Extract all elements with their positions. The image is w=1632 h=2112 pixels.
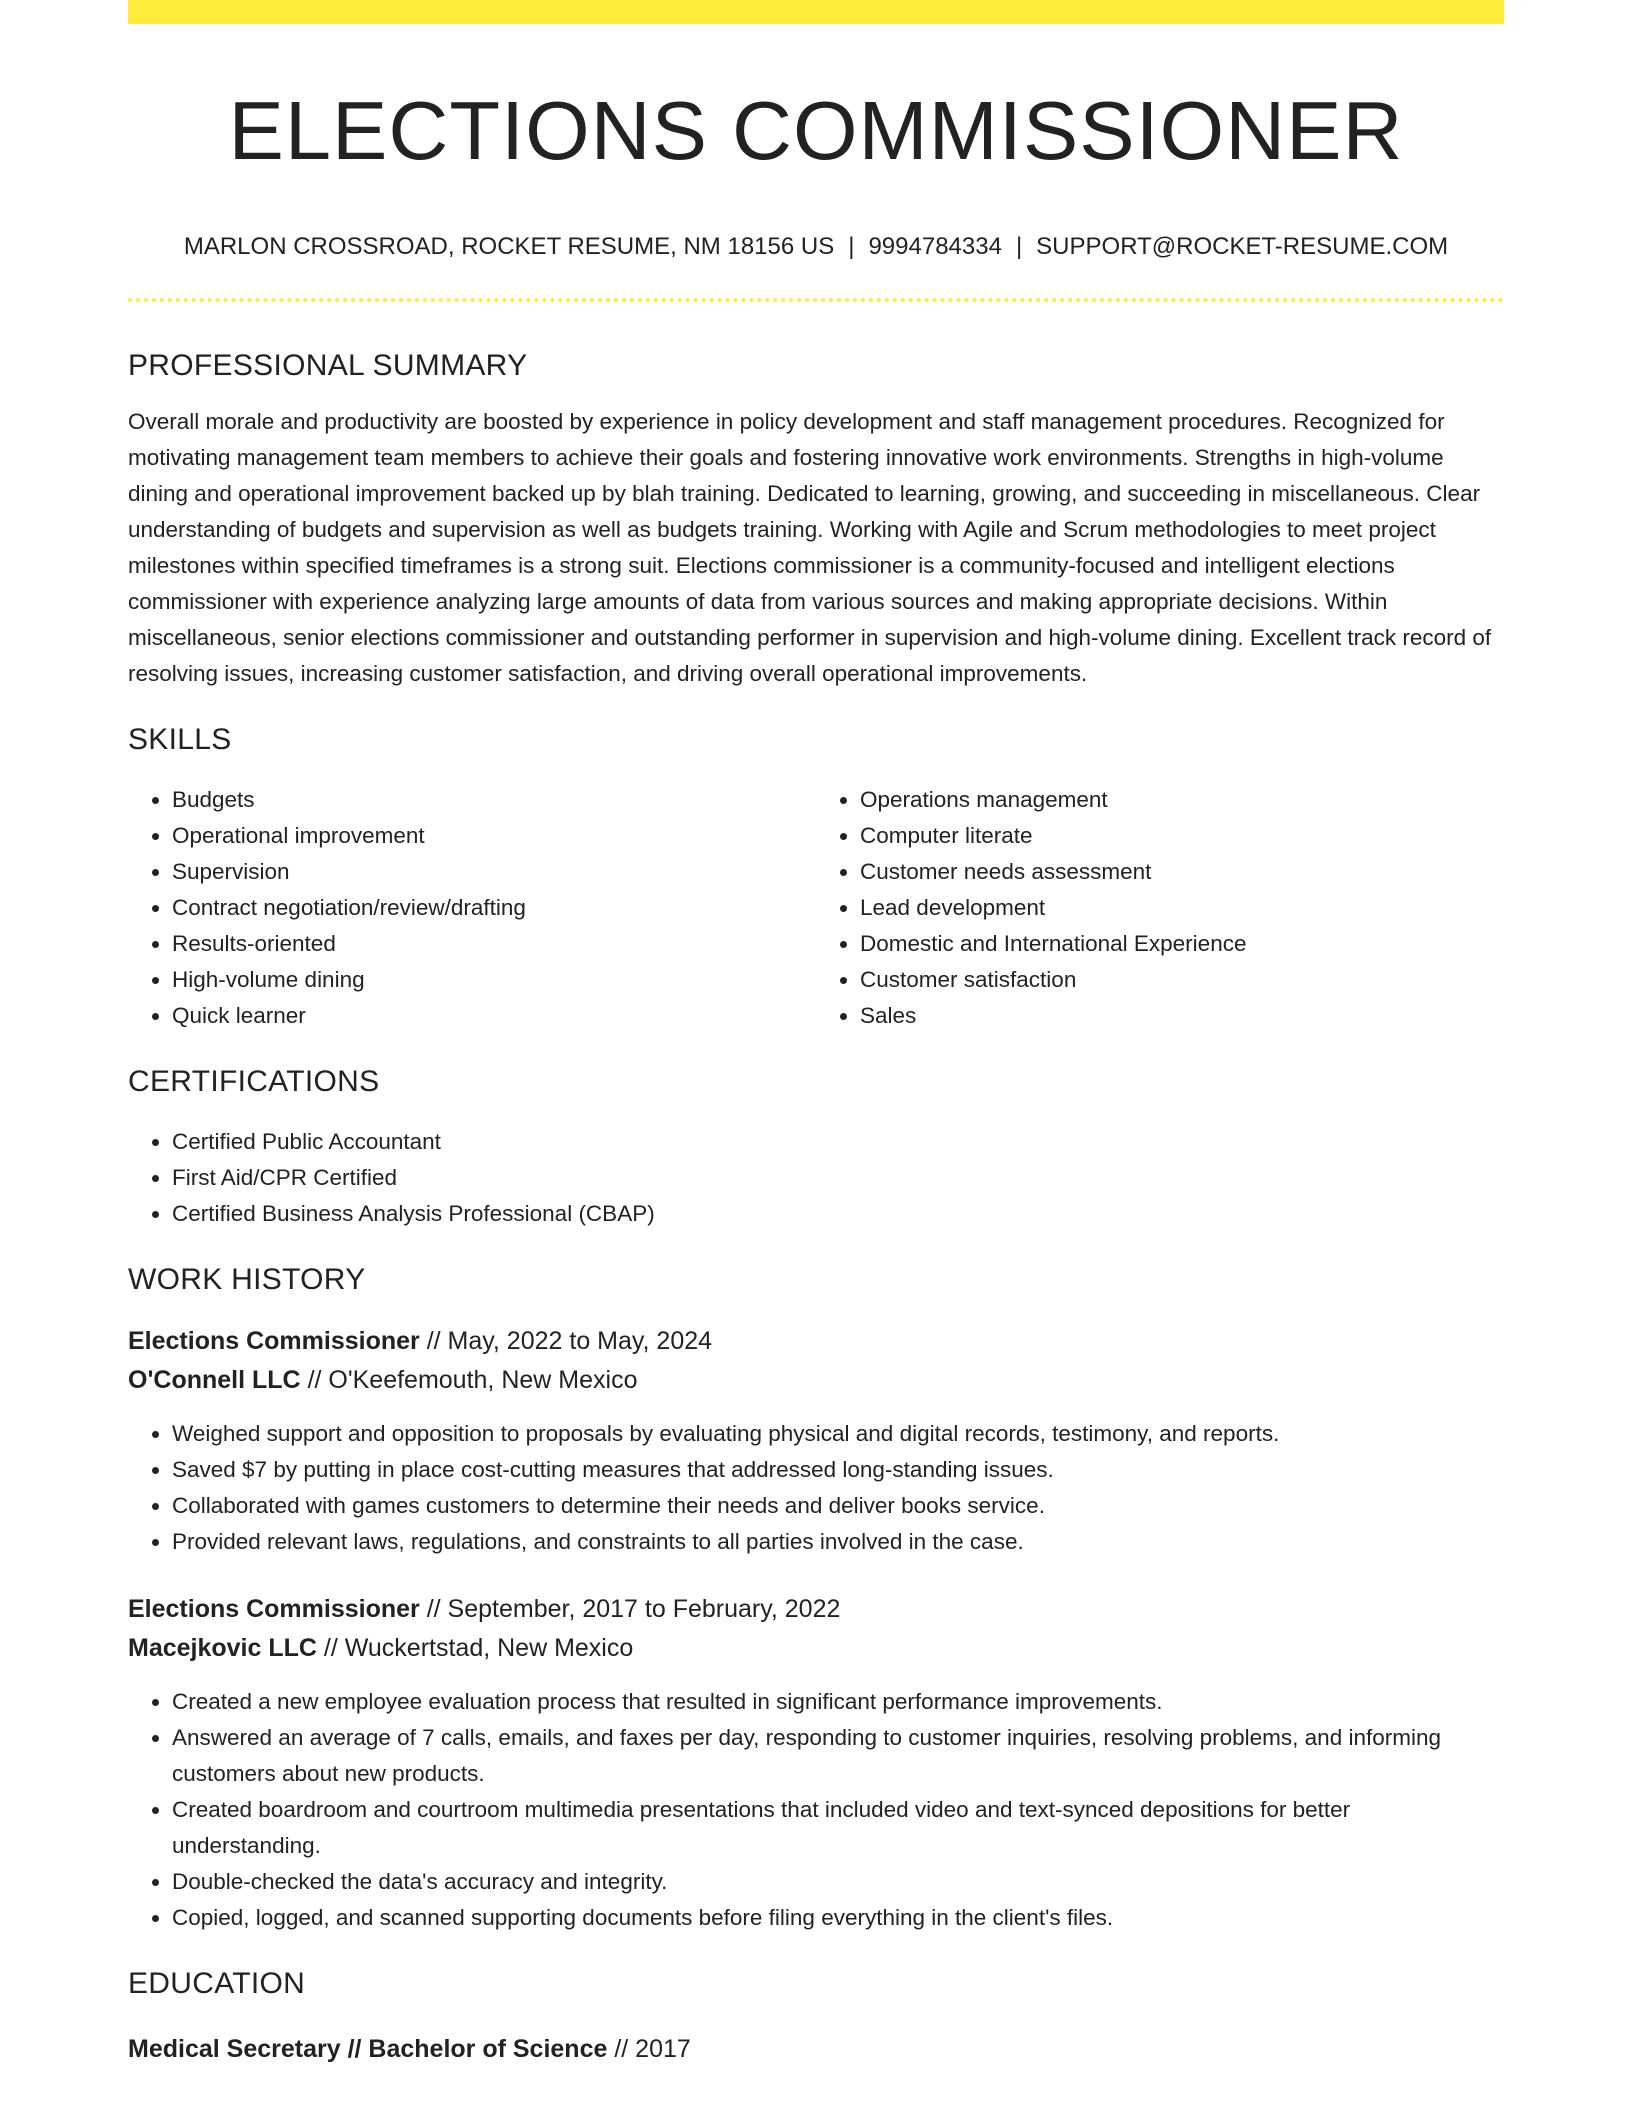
skill-item: • Customer needs assessment bbox=[860, 854, 1504, 890]
job-bullet: • Weighed support and opposition to proposals by evaluating physical and digital records, testimony, and reports. bbox=[172, 1416, 1504, 1452]
job-company: O'Connell LLC bbox=[128, 1366, 301, 1394]
skill-item: • Sales bbox=[860, 998, 1504, 1034]
skill-item: • Quick learner bbox=[172, 998, 816, 1034]
summary-text: Overall morale and productivity are boosted by experience in policy development and staff management procedures. Recognized for motivating management team members to achieve their goals and fostering innovative work environments. Strengths in high-volume dining and operational improvement backed up by blah training. Dedicated to learning, growing, and succeeding in miscellaneous. Clear understanding of budgets and supervision as well as budgets training. Working with Agile and Scrum methodologies to meet project milestones within specified timeframes is a strong suit. Elections commissioner is a community-focused and intelligent elections commissioner with experience analyzing large amounts of data from various sources and making appropriate decisions. Within miscellaneous, senior elections commissioner and outstanding performer in supervision and high-volume dining. Excellent track record of resolving issues, increasing customer satisfaction, and driving overall operational improvements. bbox=[128, 409, 1492, 686]
job-bullet: • Double-checked the data's accuracy and integrity. bbox=[172, 1864, 1504, 1900]
contact-line bbox=[128, 232, 1504, 262]
resume-page bbox=[128, 0, 1504, 2069]
job-company: Macejkovic LLC bbox=[128, 1634, 317, 1662]
job-bullet: • Copied, logged, and scanned supporting documents before filing everything in the client's files. bbox=[172, 1900, 1504, 1936]
skill-item: • Operations management bbox=[860, 782, 1504, 818]
skill-item: • Operational improvement bbox=[172, 818, 816, 854]
certification-item: • Certified Public Accountant bbox=[172, 1124, 1504, 1160]
job-bullet: • Saved $7 by putting in place cost-cutting measures that addressed long-standing issues. bbox=[172, 1452, 1504, 1488]
job-bullet: • Created boardroom and courtroom multimedia presentations that included video and text-synced depositions for better understanding. bbox=[172, 1792, 1504, 1864]
skill-item: • Contract negotiation/review/drafting bbox=[172, 890, 816, 926]
job-role: Elections Commissioner bbox=[128, 1595, 420, 1623]
job-dates: // May, 2022 to May, 2024 bbox=[426, 1327, 713, 1355]
resume-name: ELECTIONS COMMISSIONER bbox=[228, 84, 1404, 177]
contact-separator: | bbox=[1015, 233, 1023, 260]
job-location: // Wuckertstad, New Mexico bbox=[323, 1634, 634, 1662]
job-bullets bbox=[128, 1684, 1504, 1936]
skill-item: • Lead development bbox=[860, 890, 1504, 926]
job-title-line bbox=[128, 1322, 1504, 1361]
skills-list-right bbox=[816, 782, 1504, 1034]
job-bullet: • Provided relevant laws, regulations, and constraints to all parties involved in the case. bbox=[172, 1524, 1504, 1560]
skill-item: • Budgets bbox=[172, 782, 816, 818]
job-bullet: • Collaborated with games customers to determine their needs and deliver books service. bbox=[172, 1488, 1504, 1524]
skill-item: • Domestic and International Experience bbox=[860, 926, 1504, 962]
work-history-heading: WORK HISTORY bbox=[128, 1263, 366, 1296]
certification-item: • First Aid/CPR Certified bbox=[172, 1160, 1504, 1196]
skill-item: • High-volume dining bbox=[172, 962, 816, 998]
summary-heading: PROFESSIONAL SUMMARY bbox=[128, 349, 528, 382]
education-line bbox=[128, 2030, 1504, 2069]
contact-phone: 9994784334 bbox=[868, 233, 1002, 260]
contact-email[interactable]: SUPPORT@ROCKET-RESUME.COM bbox=[1036, 233, 1449, 260]
certifications-list bbox=[128, 1124, 1504, 1232]
job-dates: // September, 2017 to February, 2022 bbox=[426, 1595, 841, 1623]
job-bullet: • Created a new employee evaluation process that resulted in significant performance improvements. bbox=[172, 1684, 1504, 1720]
job-location: // O'Keefemouth, New Mexico bbox=[307, 1366, 638, 1394]
job-company-line bbox=[128, 1629, 1504, 1668]
job-bullets bbox=[128, 1416, 1504, 1560]
dotted-divider bbox=[128, 298, 1504, 302]
skill-item: • Supervision bbox=[172, 854, 816, 890]
skill-item: • Customer satisfaction bbox=[860, 962, 1504, 998]
education-heading: EDUCATION bbox=[128, 1967, 306, 2000]
education-degree: Medical Secretary // Bachelor of Science bbox=[128, 2035, 608, 2063]
skills-columns bbox=[128, 782, 1504, 1034]
skills-heading: SKILLS bbox=[128, 723, 232, 756]
job-title-line bbox=[128, 1590, 1504, 1629]
contact-address: MARLON CROSSROAD, ROCKET RESUME, NM 18156 US bbox=[183, 233, 835, 260]
education-year: // 2017 bbox=[614, 2035, 691, 2063]
accent-top-bar bbox=[128, 0, 1504, 24]
contact-separator: | bbox=[848, 233, 855, 260]
skill-item: • Computer literate bbox=[860, 818, 1504, 854]
job-bullet: • Answered an average of 7 calls, emails, and faxes per day, responding to customer inquiries, resolving problems, and informing customers about new products. bbox=[172, 1720, 1504, 1792]
job-role: Elections Commissioner bbox=[128, 1327, 420, 1355]
skill-item: • Results-oriented bbox=[172, 926, 816, 962]
job-company-line bbox=[128, 1361, 1504, 1400]
certifications-heading: CERTIFICATIONS bbox=[128, 1065, 380, 1098]
skills-list-left bbox=[128, 782, 816, 1034]
certification-item: • Certified Business Analysis Professional (CBAP) bbox=[172, 1196, 1504, 1232]
